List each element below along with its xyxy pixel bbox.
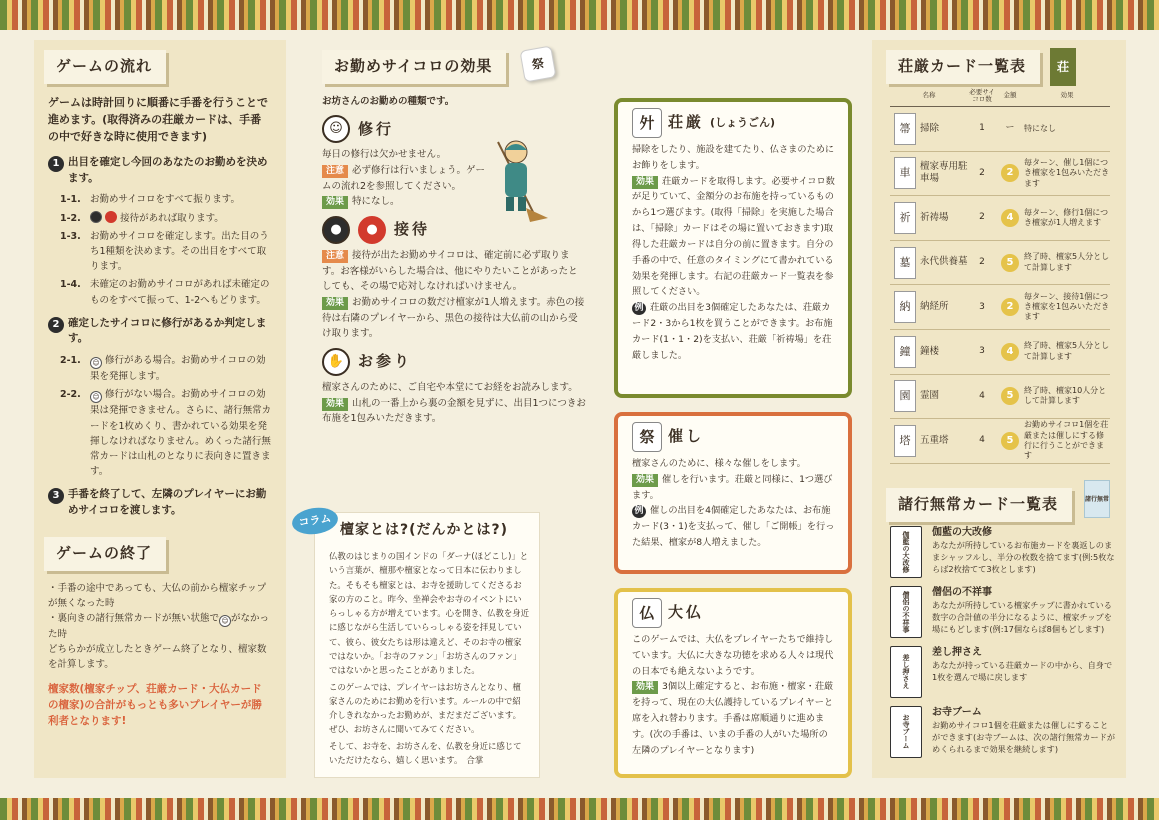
shogon-list-title: 荘厳カード一覧表 (886, 50, 1040, 84)
shugyo-note (322, 163, 492, 194)
moyooshi-example (632, 503, 836, 550)
card-cost-cell (996, 107, 1024, 152)
step-number: 1 (48, 156, 64, 172)
flow-step-2 (48, 316, 272, 348)
table-row (890, 285, 1110, 330)
step-number: 2 (48, 317, 64, 333)
settai-note (322, 248, 586, 295)
game-flow-panel (34, 40, 286, 778)
shogon-card-thumbnail: 納 (894, 291, 916, 323)
dice-icon: 祭 (519, 45, 556, 82)
omairi-desc: 檀家さんのために、ご自宅や本堂にてお経をお読みします。 (322, 382, 578, 394)
danka-column (314, 512, 540, 778)
step-text: 確定したサイコロに修行があるか判定します。 (68, 316, 267, 345)
sub-step-number: 1-3. (60, 230, 81, 242)
column-p3: そして、お寺を、お坊さんを、仏教を身近に感じていただけたなら、嬉しく思います。 合掌 (329, 740, 522, 765)
shogon-card-thumbnail: 園 (894, 380, 916, 412)
card-dice: 1 (968, 107, 996, 152)
card-cost-cell (996, 419, 1024, 464)
end-title: ゲームの終了 (44, 537, 166, 571)
card-effect: 毎ターン、催し1個につき檀家を1包みいただきます (1024, 151, 1110, 196)
sub-step (60, 353, 272, 384)
shogyo-card-thumbnail: お寺ブーム (890, 706, 922, 758)
card-name: 納経所 (920, 285, 968, 330)
card-dice: 2 (968, 196, 996, 241)
example-text: 荘厳の出目を3個確定したあなたは、荘厳カード2・3から1枚を買うことができます。お布施カード(1・1・2)を支払い、荘厳「祈祷場」を荘厳しました。 (632, 302, 833, 361)
card-name: 五重塔 (920, 419, 968, 464)
shugyo-desc: 毎日の修行は欠かせません。 (322, 149, 447, 161)
card-dice: 4 (968, 419, 996, 464)
sub-step-text: 未確定のお勤めサイコロがあれば未確定のものをすべて振って、1-2へもどります。 (90, 279, 270, 306)
effect-tag: 効果 (632, 176, 658, 189)
list-item (890, 526, 1116, 578)
effect-tag: 効果 (632, 474, 658, 487)
shogon-card-table (890, 88, 1110, 464)
daibutsu-heading (632, 598, 836, 628)
omairi-effect (322, 396, 586, 427)
effect-tag: 効果 (322, 297, 348, 310)
temple-icon: 㚈 (632, 108, 662, 138)
shogon-desc: 掃除をしたり、施設を建てたり、仏さまのためにお飾りをします。 (632, 144, 835, 171)
shogyo-list-badge: 諸行無常 (1084, 480, 1110, 518)
flow-step-1 (48, 155, 272, 187)
effect-text: 催しを行います。荘厳と同様に、1つ選びます。 (632, 473, 833, 501)
note-tag: 注意 (322, 250, 348, 263)
card-cost-cell (996, 330, 1024, 375)
list-item (890, 586, 1116, 638)
end-condition-1: ・手番の途中であっても、大仏の前から檀家チップが無くなった時 (48, 582, 267, 609)
card-lists-panel (872, 40, 1126, 778)
shugyo-face-icon: ☺ (90, 391, 102, 403)
sub-step-number: 2-1. (60, 355, 81, 367)
flow-intro: ゲームは時計回りに順番に手番を行うことで進めます。(取得済みの荘厳カードは、手番の中で好きな時に使用できます) (48, 95, 268, 143)
moyooshi-heading (632, 422, 836, 452)
dice-effects-panel (308, 40, 600, 480)
sub-step-text: お勤めサイコロを確定します。出た目のうち1種類を決めます。その出目をすべて取ります。 (90, 230, 269, 273)
card-name: 霊園 (920, 374, 968, 419)
effect-text: お勤めサイコロの数だけ檀家が1人増えます。赤色の接待は右隣のプレイヤーから、黒色の接待は大仏前の山から受け取ります。 (322, 297, 585, 340)
buddha-icon: 仏 (632, 598, 662, 628)
shogyo-card-text (932, 526, 1116, 578)
card-name: 鐘楼 (920, 330, 968, 375)
sub-step (60, 387, 272, 479)
list-item (890, 706, 1116, 758)
shogyo-card-desc: あなたが持っている荘厳カードの中から、自身で1枚を選んで場に戻します (932, 660, 1113, 682)
shogyo-card-text (932, 706, 1116, 758)
speech-bubble-red-icon: ● (358, 216, 386, 244)
example-text: 催しの出目を4個確定したあなたは、お布施カード(3・1)を支払って、催し「ご開帳」を行った結果、檀家が8人増えました。 (632, 505, 835, 549)
card-dice: 2 (968, 240, 996, 285)
daibutsu-desc: このゲームでは、大仏をプレイヤーたちで維持しています。大仏に大きな功徳を求める人々は現代の日本でも絶えないようです。 (632, 634, 834, 677)
settai-name: 接待 (394, 220, 431, 239)
sub-step (60, 277, 272, 307)
effects-title: お勤めサイコロの効果 (322, 50, 506, 84)
moyooshi-box (614, 412, 852, 574)
omairi-heading (322, 348, 586, 376)
card-cost-cell (996, 374, 1024, 419)
card-name: 檀家専用駐車場 (920, 151, 968, 196)
card-effect: 終了時、檀家5人分として計算します (1024, 240, 1110, 285)
card-cost-cell (996, 196, 1024, 241)
shogon-box (614, 98, 852, 398)
card-name: 掃除 (920, 107, 968, 152)
shugyo-name: 修行 (358, 119, 395, 138)
list-item (890, 646, 1116, 698)
shogyo-card-desc: あなたが所持しているお布施カードを裏返しのままシャッフルし、半分の枚数を捨てます(例:5枚ならば2枚捨てて3枚とします) (932, 540, 1115, 574)
monk-face-icon: ☺ (322, 115, 350, 143)
shogyo-card-title: お寺ブーム (932, 706, 982, 718)
card-effect: お勤めサイコロ1個を荘厳または催しにする修行に行うことができます (1024, 419, 1110, 464)
table-row (890, 240, 1110, 285)
shogon-card-thumbnail: 箒 (894, 113, 916, 145)
card-effect: 特になし (1024, 107, 1110, 152)
table-row (890, 374, 1110, 419)
card-dice: 3 (968, 330, 996, 375)
end-conditions (48, 581, 272, 673)
card-cost: 2 (1001, 298, 1019, 316)
sub-step-number: 1-1. (60, 194, 81, 206)
shogyo-card-desc: あなたが所持している檀家チップに書かれている数字の合計値の半分になるように、檀家チップを場にもどします(例:17個ならば8個もどします) (932, 600, 1112, 634)
card-cost: 4 (1001, 209, 1019, 227)
moyooshi-name: 催し (668, 427, 705, 446)
card-effect: 終了時、檀家10人分として計算します (1024, 374, 1110, 419)
card-cost: 4 (1001, 343, 1019, 361)
col-header-cost: 金額 (996, 88, 1024, 107)
sub-step (60, 229, 272, 275)
sub-step-number: 1-4. (60, 279, 81, 291)
shogyo-card-thumbnail: 差し押さえ (890, 646, 922, 698)
omairi-name: お参り (358, 352, 413, 371)
effect-text: 山札の一番上から裏の金額を見ずに、出目1つにつきお布施を1包みいただきます。 (322, 397, 586, 425)
shogyo-card-title: 差し押さえ (932, 646, 982, 658)
shogyo-card-text (932, 646, 1116, 698)
top-stripe-border (0, 0, 1159, 30)
shogon-name: 荘厳 (668, 113, 705, 132)
card-name: 永代供養墓 (920, 240, 968, 285)
card-cost-cell (996, 151, 1024, 196)
flow-title: ゲームの流れ (44, 50, 166, 84)
column-p1: 仏教のはじまりの国インドの「ダーナ(ほどこし)」という言葉が、檀那や檀家となって日本に伝わりました。そもそも檀家とは、お寺を援助してくださるお家の方のこと。昨今、坐禅会やお寺のイベントにいらっしゃる方が増えています。心を開き、仏教を身近に感じながら生活していらっしゃる姿を拝見していて、彼ら、彼女たちは形は違えど、そのお寺の檀家ではないか。「お寺のファン」「お坊さんのファン」ではないかと思ったことがありました。 (329, 551, 529, 676)
sub-step-text: 修行がある場合。お勤めサイコロの効果を発揮します。 (90, 355, 266, 383)
table-row (890, 151, 1110, 196)
shugyo-face-icon: ☺ (219, 615, 231, 627)
card-cost: 5 (1001, 387, 1019, 405)
end-condition-2a: ・裏向きの諸行無常カードが無い状態で (48, 612, 220, 624)
festival-icon: 祭 (632, 422, 662, 452)
example-tag: 例 (632, 302, 646, 315)
shogon-heading (632, 108, 836, 138)
sub-step (60, 192, 272, 207)
shogon-reading: (しょうごん) (710, 116, 776, 130)
shogon-card-thumbnail: 塔 (894, 425, 916, 457)
effect-text: 荘厳カードを取得します。必要サイコロ数が足りていて、金額分のお布施を持っているものから1つ選びます。(取得「掃除」を実施した場合は、「掃除」カードはその場に置いておきます)取得した荘厳カードは自分の前に置きます。自分の手番の中で、任意のタイミングにて書かれている効果を発揮します。右記の荘厳カード一覧表を参照してください。 (632, 175, 835, 298)
shogon-example (632, 300, 836, 363)
effect-tag: 効果 (322, 398, 348, 411)
shogyo-card-desc: お勤めサイコロ1個を荘厳または催しにすることができます(お寺ブームは、次の諸行無常カードがめくられるまで効果を継続します) (932, 720, 1116, 754)
speech-bubble-black-icon: ● (322, 216, 350, 244)
shogyo-card-thumbnail: 僧侶の不祥事 (890, 586, 922, 638)
daibutsu-name: 大仏 (668, 603, 705, 622)
flow-step-3 (48, 487, 272, 519)
shogon-card-thumbnail: 墓 (894, 247, 916, 279)
effect-text: 特になし。 (352, 196, 400, 208)
card-cost: 2 (1001, 164, 1019, 182)
card-cost: 5 (1001, 432, 1019, 450)
moyooshi-desc: 檀家さんのために、様々な催しをします。 (632, 458, 806, 469)
card-cost-cell (996, 285, 1024, 330)
card-cost-cell (996, 240, 1024, 285)
step-number: 3 (48, 488, 64, 504)
column-p2: このゲームでは、プレイヤーはお坊さんとなり、檀家さんのためにお勤めを行います。ルールの中で紹介しきれなかったお勤めが、まだまだございます。ぜひ、お坊さんに聞いてみてください。 (329, 681, 521, 735)
winner-rule: 檀家数(檀家チップ、荘厳カード・大仏カードの檀家)の合計がもっとも多いプレイヤーが勝利者となります! (48, 682, 262, 728)
sub-step-text: お勤めサイコロをすべて振ります。 (90, 194, 241, 206)
col-header-name: 名称 (890, 88, 968, 107)
step-text: 出目を確定し今回のあなたのお勤めを決めます。 (68, 155, 268, 184)
card-dice: 3 (968, 285, 996, 330)
card-dice: 2 (968, 151, 996, 196)
sub-step (60, 211, 272, 226)
praying-hand-icon: ✋ (322, 348, 350, 376)
shogyo-card-title: 僧侶の不祥事 (932, 586, 992, 598)
step-text: 手番を終了して、左隣のプレイヤーにお勤めサイコロを渡します。 (68, 488, 267, 517)
col-header-dice: 必要サイコロ数 (968, 88, 996, 107)
bottom-stripe-border (0, 798, 1159, 820)
effect-text: 3個以上確定すると、お布施・檀家・荘厳を持って、現在の大仏護持しているプレイヤーと席を入れ替わります。手番は席順通りに進めます。(次の手番は、いまの手番の人がいた場所の左隣のプレイヤーとなります) (632, 681, 834, 756)
note-text: 必ず修行は行いましょう。ゲームの流れ2を参照してください。 (322, 165, 486, 192)
card-cost: 5 (1001, 254, 1019, 272)
table-row (890, 196, 1110, 241)
moyooshi-effect (632, 472, 836, 504)
shogyo-card-text (932, 586, 1116, 638)
effects-subtitle: お坊さんのお勤めの種類です。 (322, 95, 455, 107)
col-header-effect: 効果 (1024, 88, 1110, 107)
shogon-card-thumbnail: 車 (894, 157, 916, 189)
shogon-effect (632, 174, 836, 301)
end-condition-2b: がなかった時 (48, 612, 270, 640)
settai-red-icon (105, 211, 117, 223)
daibutsu-box (614, 588, 852, 778)
card-effect: 終了時、檀家5人分として計算します (1024, 330, 1110, 375)
sub-step-number: 2-2. (60, 389, 81, 401)
table-row (890, 107, 1110, 152)
settai-effect (322, 295, 586, 342)
settai-black-icon (90, 211, 102, 223)
example-tag: 例 (632, 505, 646, 518)
shogon-list-badge: 荘 (1050, 48, 1076, 86)
shugyo-face-icon: ☺ (90, 357, 102, 369)
table-header-row (890, 88, 1110, 107)
card-dice: 4 (968, 374, 996, 419)
effect-tag: 効果 (632, 681, 658, 694)
column-badge: コラム (290, 505, 339, 537)
card-name: 祈祷場 (920, 196, 968, 241)
note-text: 接待が出たお勤めサイコロは、確定前に必ず取ります。お客様がいらした場合は、他にやりたいことがあったとしても、その場で応対しなければいけません。 (322, 250, 578, 293)
card-effect: 毎ターン、接待1個につき檀家を1包みいただきます (1024, 285, 1110, 330)
column-title: 檀家とは?(だんかとは?) (340, 522, 509, 538)
effect-tag: 効果 (322, 196, 348, 209)
card-cost: ー (1005, 123, 1015, 134)
card-effect: 毎ターン、修行1個につき檀家が1人増えます (1024, 196, 1110, 241)
end-condition-3: どちらかが成立したときゲーム終了となり、檀家数を計算します。 (48, 644, 267, 671)
sub-step-text: 修行がない場合。お勤めサイコロの効果は発揮できません。さらに、諸行無常カードを1枚めくり、書かれている効果を発揮しなければなりません。めくった諸行無常カードは山札のとなりに表向きに置きます。 (90, 389, 272, 478)
shogyo-card-thumbnail: 伽藍の大改修 (890, 526, 922, 578)
monk-sweeping-illustration (490, 132, 550, 222)
sub-step-text: 接待があれば取ります。 (120, 212, 224, 224)
end-condition-2 (48, 611, 272, 642)
shogon-card-thumbnail: 祈 (894, 202, 916, 234)
table-row (890, 330, 1110, 375)
shogyo-list-title: 諸行無常カード一覧表 (886, 488, 1072, 522)
shogyo-card-title: 伽藍の大改修 (932, 526, 992, 538)
shogon-card-thumbnail: 鐘 (894, 336, 916, 368)
table-row (890, 419, 1110, 464)
daibutsu-effect (632, 679, 836, 758)
note-tag: 注意 (322, 165, 348, 178)
sub-step-number: 1-2. (60, 212, 81, 224)
